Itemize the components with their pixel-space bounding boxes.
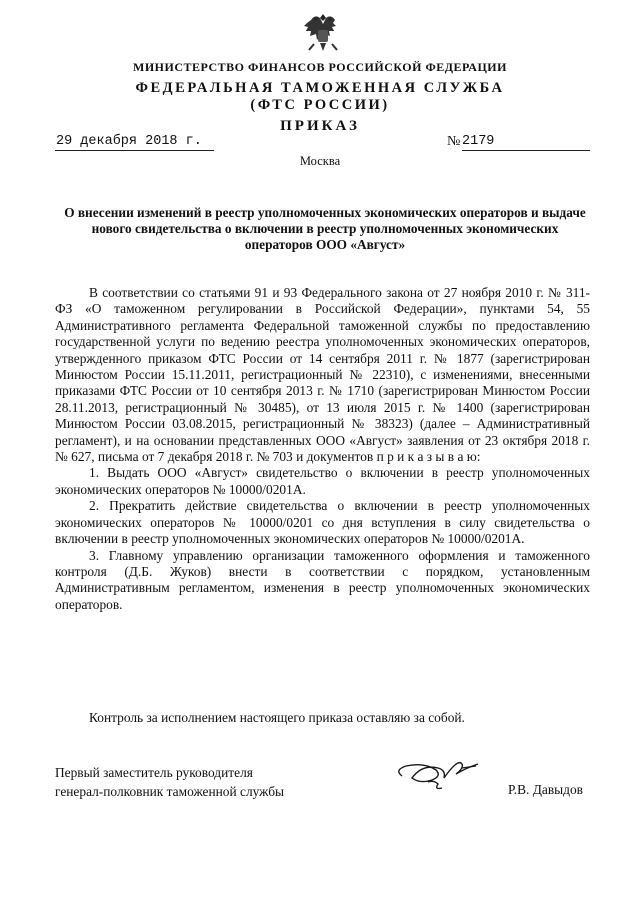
order-closing: Контроль за исполнением настоящего приказа оставляю за собой. <box>89 710 465 725</box>
signatory-role-line1: Первый заместитель руководителя <box>55 765 253 780</box>
order-body <box>55 285 590 613</box>
double-headed-eagle-emblem-icon <box>303 10 343 58</box>
order-preamble: В соответствии со статьями 91 и 93 Федерального закона от 27 ноября 2010 г. № 311-ФЗ «О таможенном регулировании в Российской Федерации», пунктами 54, 55 Административного регламента Федеральной таможенной службы по предоставлению государственной услуги по ведению реестра уполномоченных экономических операторов, утвержденного приказом ФТС России от 14 сентября 2011 г. № 1877 (зарегистрирован Минюстом России 15.11.2011, регистрационный № 22310), с изменениями, внесенными приказами ФТС России от 10 сентября 2013 г. № 1710 (зарегистрирован Минюстом России 28.11.2013, регистрационный № 30485), от 13 июля 2015 г. № 1400 (зарегистрирован Минюстом России 03.08.2015, регистрационный № 38323) (далее – Административный регламент), и на основании представленных ООО «Август» заявления от 23 октября 2018 г. № 627, письма от 7 декабря 2018 г. № 703 и документов п р и к а з ы в а ю: <box>55 285 590 465</box>
order-city: Москва <box>299 154 341 168</box>
signatory-role <box>55 763 284 801</box>
signatory-name: Р.В. Давыдов <box>508 782 583 797</box>
handwritten-signature-icon <box>388 752 508 798</box>
order-item-1: 1. Выдать ООО «Август» свидетельство о включении в реестр уполномоченных экономических операторов № 10000/0201А. <box>55 465 590 497</box>
signatory-role-line2: генерал-полковник таможенной службы <box>55 784 285 799</box>
order-date: 29 декабря 2018 г. <box>55 134 214 151</box>
order-item-3: 3. Главному управлению организации таможенного оформления и таможенного контроля (Д.Б. Жуков) внести в соответствии с порядком, установленным Административным регламентом, изменения в реестр уполномоченных экономических операторов. <box>55 547 590 612</box>
document-type: ПРИКАЗ <box>280 118 360 134</box>
service-name-line1: ФЕДЕРАЛЬНАЯ ТАМОЖЕННАЯ СЛУЖБА <box>135 80 505 96</box>
order-item-2: 2. Прекратить действие свидетельства о включении в реестр уполномоченных экономических операторов № 10000/0201 со дня вступления в силу свидетельства о включении в реестр уполномоченных экономических операторов № 10000/0201А. <box>55 498 590 547</box>
order-number: 2179 <box>462 134 590 151</box>
order-number-sign: № <box>447 134 461 149</box>
ministry-name: МИНИСТЕРСТВО ФИНАНСОВ РОССИЙСКОЙ ФЕДЕРАЦИИ <box>133 60 507 74</box>
service-name <box>0 80 640 114</box>
service-name-line2: (ФТС РОССИИ) <box>250 97 390 113</box>
order-title: О внесении изменений в реестр уполномоченных экономических операторов и выдаче нового свидетельства о включении в реестр уполномоченных экономических операторов ООО «Август» <box>64 205 586 252</box>
